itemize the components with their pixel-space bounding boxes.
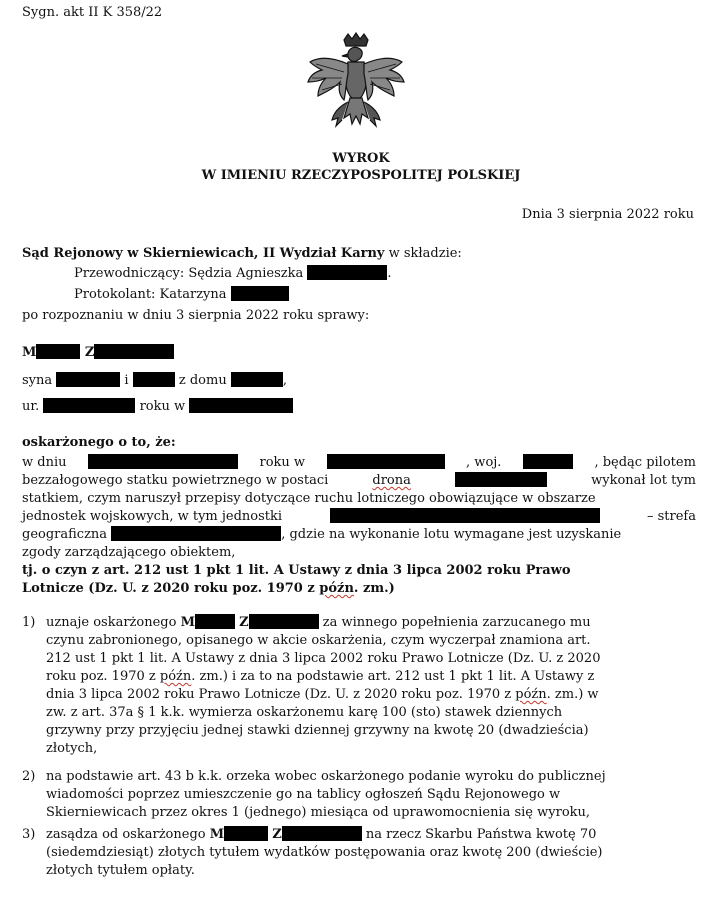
charge-heading: oskarżonego o to, że: xyxy=(22,435,176,450)
charge-text: , gdzie na wykonanie lotu wymagane jest uzyskanie xyxy=(281,527,622,542)
born-label: ur. xyxy=(22,399,40,414)
item-number: 2) xyxy=(22,769,36,784)
redaction xyxy=(43,398,135,413)
charge-text: , woj. xyxy=(466,455,502,470)
verdict-item-2 xyxy=(22,768,696,824)
charge-text: wykonał lot tym xyxy=(591,473,696,488)
charge-text: jednostek wojskowych, w tym jednostki xyxy=(22,509,283,524)
document-title: WYROK xyxy=(332,151,390,166)
verdict-line: zw. z art. 37a § 1 k.k. wymierza oskarżonemu karę 100 (sto) stawek dziennych xyxy=(46,705,563,720)
verdict-line xyxy=(46,686,696,704)
charge-text: – strefa xyxy=(647,509,696,524)
legal-text: . zm.) xyxy=(353,581,395,596)
hearing-line: po rozpoznaniu w dniu 3 sierpnia 2022 roku sprawy: xyxy=(22,308,370,323)
verdict-line: grzywny przy przyjęciu jednej stawki dziennej grzywny na kwotę 20 (dwadzieścia) xyxy=(46,723,589,738)
verdict-line: na podstawie art. 43 b k.k. orzeka wobec oskarżonego podanie wyroku do publicznej xyxy=(46,769,606,784)
verdict-text: późn xyxy=(515,687,547,702)
redaction xyxy=(249,614,319,629)
charge-line: statkiem, czym naruszył przepisy dotyczące ruchu lotniczego obowiązujące w obszarze xyxy=(22,491,596,506)
charge-text: bezzałogowego statku powietrznego w postaci xyxy=(22,473,329,488)
charge-text: roku w xyxy=(259,455,306,470)
redaction xyxy=(224,826,268,841)
redaction xyxy=(307,265,387,280)
redaction xyxy=(111,526,281,541)
presiding-judge: Przewodniczący: Sędzia Agnieszka . xyxy=(74,266,392,281)
item-number: 3) xyxy=(22,827,36,842)
verdict-item-1 xyxy=(22,614,696,764)
verdict-date: Dnia 3 sierpnia 2022 roku xyxy=(521,207,694,222)
verdict-line: uznaje oskarżonego M Z za winnego popełnienia zarzucanego mu xyxy=(46,615,591,630)
redaction xyxy=(455,472,547,487)
polish-eagle-emblem-icon xyxy=(304,32,408,142)
legal-basis-line: tj. o czyn z art. 212 ust 1 pkt 1 lit. A Ustawy z dnia 3 lipca 2002 roku Prawo xyxy=(22,563,571,578)
initial-last: Z xyxy=(84,345,95,360)
redaction xyxy=(56,372,120,387)
redaction xyxy=(231,286,289,301)
verdict-line: (siedemdziesiąt) złotych tytułem wydatków postępowania oraz kwotę 200 (dwieście) xyxy=(46,845,603,860)
charge-body xyxy=(22,454,696,598)
verdict-text: uznaje oskarżonego xyxy=(46,615,177,630)
legal-basis-line xyxy=(22,580,696,598)
charge-line xyxy=(22,508,696,526)
verdict-text: . zm.) i za to na podstawie art. 212 ust 1 pkt 1 lit. A Ustawy z xyxy=(191,669,595,684)
redaction xyxy=(189,398,293,413)
redaction xyxy=(94,344,174,359)
redaction xyxy=(88,454,238,469)
case-signature: Sygn. akt II K 358/22 xyxy=(22,5,163,20)
recorder-label: Protokolant: Katarzyna xyxy=(74,287,227,302)
initial-first: M xyxy=(22,345,37,360)
verdict-text: dnia 3 lipca 2002 roku Prawo Lotnicze (Dz. U. z 2020 roku poz. 1970 z xyxy=(46,687,512,702)
defendant-name xyxy=(22,344,174,362)
redaction xyxy=(327,454,445,469)
charge-text: geograficzna xyxy=(22,527,108,542)
and-label: i xyxy=(124,373,129,388)
son-of-label: syna xyxy=(22,373,53,388)
verdict-line xyxy=(46,668,696,686)
legal-text: późn xyxy=(319,581,354,596)
verdict-line: złotych tytułem opłaty. xyxy=(46,863,195,878)
legal-text: Lotnicze (Dz. U. z 2020 roku poz. 1970 z xyxy=(22,581,315,596)
court-name: Sąd Rejonowy w Skierniewicach, II Wydział Karny xyxy=(22,246,385,261)
defendant-birth xyxy=(22,398,293,416)
charge-line: zgody zarządzającego obiektem, xyxy=(22,545,236,560)
verdict-line: czynu zabronionego, opisanego w akcie oskarżenia, czym wyczerpał znamiona art. xyxy=(46,633,591,648)
verdict-line: Skierniewicach przez okres 1 (jednego) miesiąca od uprawomocnienia się wyroku, xyxy=(46,805,591,820)
court-composition: w składzie: xyxy=(388,246,462,261)
charge-line xyxy=(22,526,696,544)
verdict-text: zasądza od oskarżonego xyxy=(46,827,206,842)
verdict-line: zasądza od oskarżonego M Z na rzecz Skarbu Państwa kwotę 70 xyxy=(46,827,597,842)
verdict-text: późn xyxy=(159,669,192,684)
verdict-line: złotych, xyxy=(46,741,98,756)
verdict-text: roku poz. 1970 z xyxy=(46,669,156,684)
verdict-text: na rzecz Skarbu Państwa kwotę 70 xyxy=(365,827,597,842)
redaction xyxy=(523,454,573,469)
redaction xyxy=(231,372,283,387)
charge-line xyxy=(22,454,696,472)
verdict-line: wiadomości poprzez umieszczenie go na tablicy ogłoszeń Sądu Rejonowego w xyxy=(46,787,561,802)
charge-text: drona xyxy=(372,473,411,488)
charge-line xyxy=(22,472,696,490)
item-number: 1) xyxy=(22,615,36,630)
year-in-label: roku w xyxy=(139,399,186,414)
verdict-text: za winnego popełnienia zarzucanego mu xyxy=(322,615,591,630)
defendant-parents: syna i z domu , xyxy=(22,373,287,388)
charge-text: w dniu xyxy=(22,455,67,470)
redaction xyxy=(195,614,235,629)
redaction xyxy=(36,344,80,359)
court-recorder xyxy=(74,286,289,304)
redaction xyxy=(133,372,175,387)
charge-text: , będąc pilotem xyxy=(594,455,696,470)
verdict-item-3 xyxy=(22,826,696,886)
redaction xyxy=(330,508,600,523)
verdict-line: 212 ust 1 pkt 1 lit. A Ustawy z dnia 3 lipca 2002 roku Prawo Lotnicze (Dz. U. z 2020 xyxy=(46,651,601,666)
court-line xyxy=(22,245,462,263)
verdict-text: . zm.) w xyxy=(546,687,599,702)
redaction xyxy=(282,826,362,841)
presiding-label: Przewodniczący: Sędzia Agnieszka xyxy=(74,266,304,281)
document-subtitle: W IMIENIU RZECZYPOSPOLITEJ POLSKIEJ xyxy=(201,168,521,183)
maiden-label: z domu xyxy=(178,373,227,388)
